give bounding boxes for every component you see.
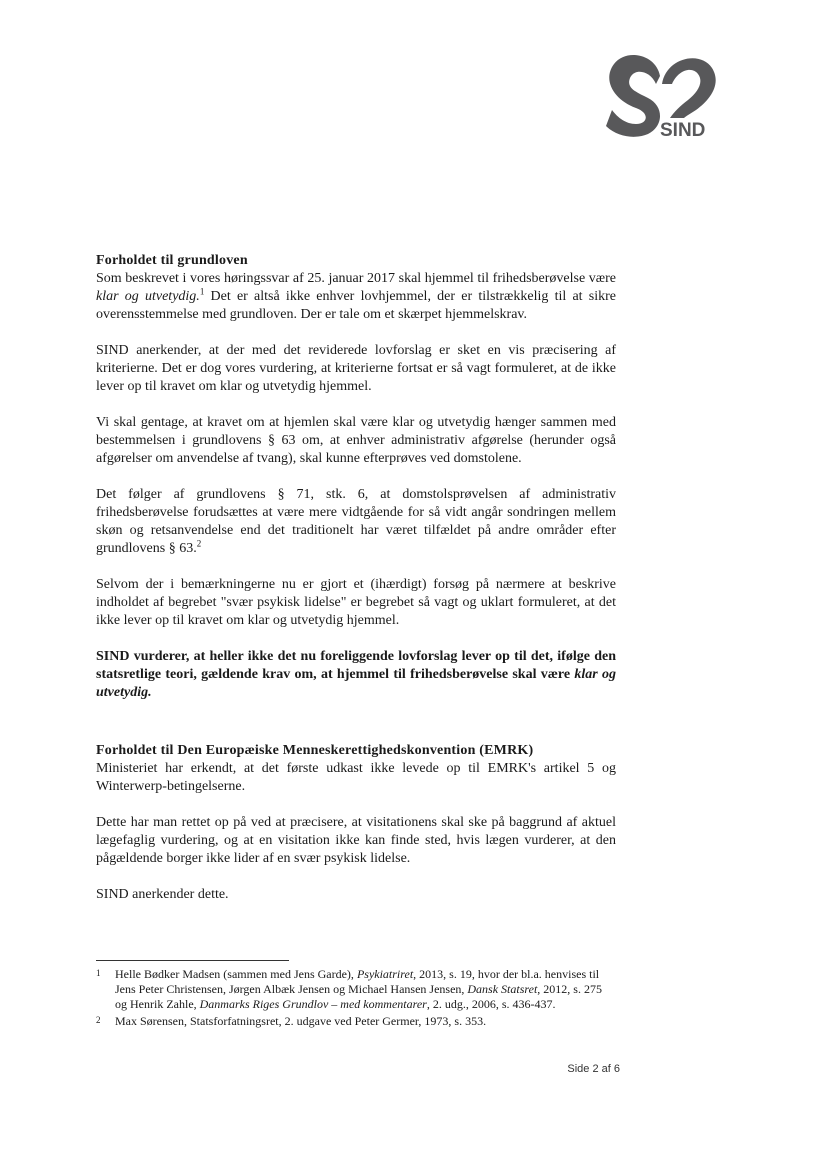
sind-logo bbox=[600, 44, 720, 140]
footnote-divider bbox=[96, 960, 289, 961]
paragraph: Vi skal gentage, at kravet om at hjemlen skal være klar og utvetydig hænger sammen med bestemmelsen i grundlovens § 63 om, at enhver administrativ afgørelse (herunder også afgørelser om anvendelse af tvang), skal kunne efterprøves ved domstolene. bbox=[96, 415, 616, 466]
sind-heart-s-icon bbox=[600, 44, 720, 140]
sind-logo-text: SIND bbox=[660, 120, 706, 140]
conclusion-paragraph: SIND vurderer, at heller ikke det nu foreliggende lovforslag lever op til det, ifølge den statsretlige teori, gældende krav om, at hjemmel til frihedsberøvelse skal være klar og utvetydig. bbox=[96, 649, 616, 700]
paragraph: Det følger af grundlovens § 71, stk. 6, at domstolsprøvelsen af administrativ frihedsberøvelse forudsættes at være mere vidtgående for så vidt angår sondringen mellem skøn og retsanvendelse end det traditionelt har været tilfældet på andre områder efter grundlovens § 63.$^2$ bbox=[96, 487, 616, 556]
footnote-ref: 1 bbox=[199, 286, 205, 297]
section-heading-grundloven: Forholdet til grundloven bbox=[96, 253, 248, 268]
paragraph: SIND anerkender, at der med det reviderede lovforslag er sket en vis præcisering af kriterierne. Det er dog vores vurdering, at kriterierne fortsat er så vagt formuleret, at de ikke lever op til kravet om klar og utvetydig hjemmel. bbox=[96, 343, 616, 394]
page-number: Side 2 af 6 bbox=[567, 1063, 620, 1075]
footnote-ref: 2 bbox=[196, 538, 202, 549]
paragraph: Dette har man rettet op på ved at præcisere, at visitationens skal ske på baggrund af aktuel lægefaglig vurdering, og at en visitation ikke kan finde sted, hvis lægen vurderer, at den pågældende borger ikke lider af en svær psykisk lidelse. bbox=[96, 815, 616, 866]
footnote-number: 2 bbox=[96, 1015, 101, 1025]
footnote-2 bbox=[96, 1014, 616, 1029]
paragraph: Som beskrevet i vores høringssvar af 25. januar 2017 skal hjemmel til frihedsberøvelse være klar og utvetydig.$^1$ Det er altså ikke enhver lovhjemmel, der er tilstrækkelig til at sikre overensstemmelse med grundloven. Der er tale om et skærpet hjemmelskrav. bbox=[96, 271, 616, 322]
paragraph: SIND anerkender dette. bbox=[96, 887, 229, 902]
paragraph: Selvom der i bemærkningerne nu er gjort et (ihærdigt) forsøg på nærmere at beskrive indholdet af begrebet "svær psykisk lidelse" er begrebet så vagt og uklart formuleret, at det ikke lever op til kravet om klar og utvetydig hjemmel. bbox=[96, 577, 616, 628]
footnote-text: Helle Bødker Madsen (sammen med Jens Garde), Psykiatriret, 2013, s. 19, hvor der bl.a. henvises til Jens Peter Christensen, Jørgen Albæk Jensen og Michael Hansen Jensen, Dansk Statsret, 2012, s. 275 og Henrik Zahle, Danmarks Riges Grundlov – med kommentarer, 2. udg., 2006, s. 436-437. bbox=[115, 967, 602, 1011]
section-heading-emrk: Forholdet til Den Europæiske Menneskerettighedskonvention (EMRK) bbox=[96, 743, 534, 758]
footnote-1 bbox=[96, 967, 616, 1012]
footnote-text: Max Sørensen, Statsforfatningsret, 2. udgave ved Peter Germer, 1973, s. 353. bbox=[115, 1014, 487, 1028]
paragraph: Ministeriet har erkendt, at det første udkast ikke levede op til EMRK's artikel 5 og Winterwerp-betingelserne. bbox=[96, 761, 616, 794]
footnote-number: 1 bbox=[96, 968, 101, 978]
footnotes bbox=[96, 967, 616, 1031]
document-body bbox=[96, 252, 616, 922]
